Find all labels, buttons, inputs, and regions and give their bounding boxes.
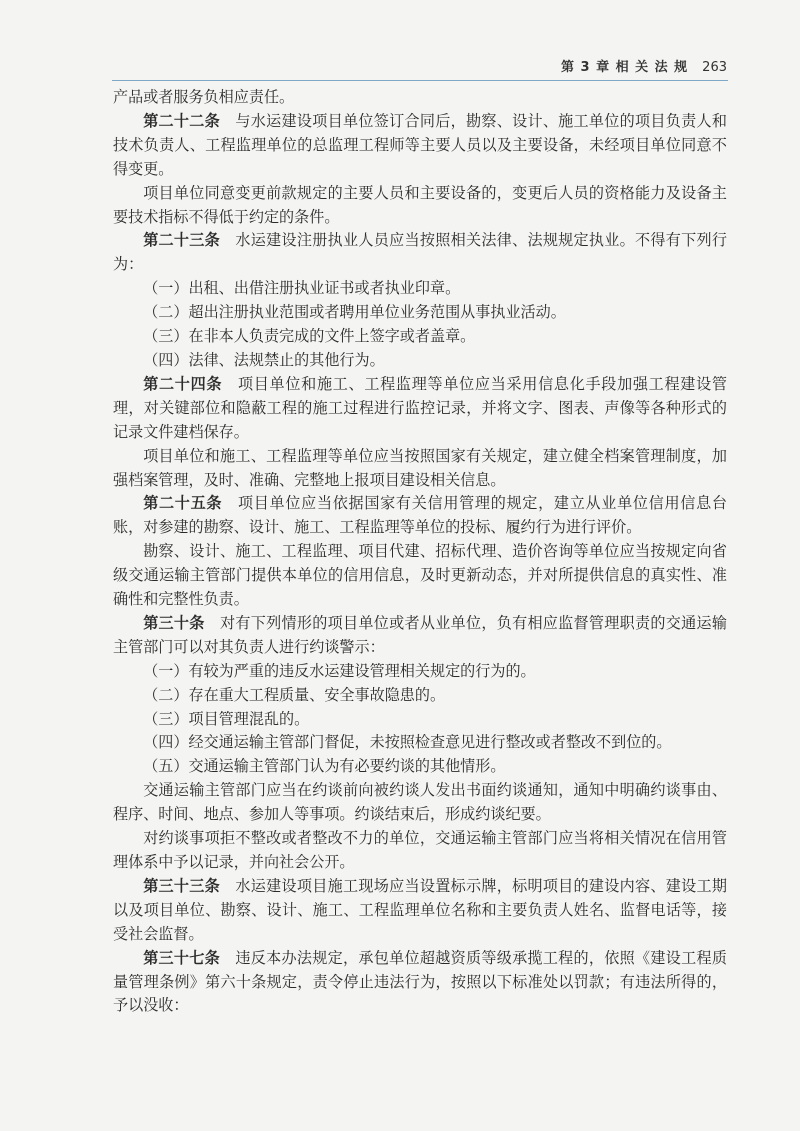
page-number: 263 xyxy=(702,60,727,75)
paragraph xyxy=(113,947,727,1019)
article-number: 第二十五条 xyxy=(143,494,223,513)
paragraph xyxy=(113,492,727,540)
paragraph-text: 对有下列情形的项目单位或者从业单位，负有相应监督管理职责的交通运输主管部门可以对其负责人进行约谈警示： xyxy=(113,613,727,656)
chapter-title: 第 3 章 相 关 法 规 xyxy=(560,60,689,75)
paragraph-text: （一）有较为严重的违反水运建设管理相关规定的行为的。 xyxy=(143,661,536,680)
paragraph xyxy=(113,229,727,277)
paragraph xyxy=(113,827,727,875)
paragraph-text: 违反本办法规定，承包单位超越资质等级承揽工程的，依照《建设工程质量管理条例》第六十条规定，责令停止违法行为，按照以下标准处以罚款；有违法所得的，予以没收： xyxy=(113,948,727,1015)
paragraph-text: 与水运建设项目单位签订合同后，勘察、设计、施工单位的项目负责人和技术负责人、工程监理单位的总监理工程师等主要人员以及主要设备，未经项目单位同意不得变更。 xyxy=(113,111,727,178)
paragraph-text: 项目单位同意变更前款规定的主要人员和主要设备的，变更后人员的资格能力及设备主要技术指标不得低于约定的条件。 xyxy=(113,183,727,226)
paragraph-text: 产品或者服务负相应责任。 xyxy=(113,88,295,106)
paragraph-text: （二）超出注册执业范围或者聘用单位业务范围从事执业活动。 xyxy=(143,303,566,322)
paragraph xyxy=(113,349,727,373)
paragraph xyxy=(113,182,727,230)
paragraph-text: 交通运输主管部门应当在约谈前向被约谈人发出书面约谈通知，通知中明确约谈事由、程序、时间、地点、参加人等事项。约谈结束后，形成约谈纪要。 xyxy=(113,781,727,824)
paragraph-text: （四）法律、法规禁止的其他行为。 xyxy=(143,350,385,369)
paragraph xyxy=(113,110,727,182)
article-number: 第三十条 xyxy=(143,613,205,632)
paragraph-text: （三）项目管理混乱的。 xyxy=(143,709,310,728)
paragraph xyxy=(113,684,727,708)
running-header xyxy=(561,56,727,75)
paragraph xyxy=(113,325,727,349)
paragraph-text: 水运建设注册执业人员应当按照相关法律、法规规定执业。不得有下列行为： xyxy=(113,231,727,274)
paragraph-text: （四）经交通运输主管部门督促，未按照检查意见进行整改或者整改不到位的。 xyxy=(143,733,672,752)
paragraph xyxy=(113,373,727,445)
paragraph xyxy=(113,277,727,301)
paragraph-text: 水运建设项目施工现场应当设置标示牌，标明项目的建设内容、建设工期以及项目单位、勘察、设计、施工、工程监理单位名称和主要负责人姓名、监督电话等，接受社会监督。 xyxy=(113,876,727,943)
paragraph-text: （五）交通运输主管部门认为有必要约谈的其他情形。 xyxy=(143,757,506,776)
paragraph xyxy=(113,445,727,493)
article-number: 第二十二条 xyxy=(143,111,221,130)
paragraph xyxy=(113,755,727,779)
paragraph xyxy=(113,875,727,947)
paragraph-text: （一）出租、出借注册执业证书或者执业印章。 xyxy=(143,279,461,298)
paragraph xyxy=(113,301,727,325)
paragraph-text: 项目单位和施工、工程监理等单位应当采用信息化手段加强工程建设管理，对关键部位和隐蔽工程的施工过程进行监控记录，并将文字、图表、声像等各种形式的记录文件建档保存。 xyxy=(113,374,727,441)
paragraph xyxy=(113,86,727,110)
body-text xyxy=(113,86,727,1018)
article-number: 第三十七条 xyxy=(143,948,221,967)
paragraph-text: （二）存在重大工程质量、安全事故隐患的。 xyxy=(143,685,446,704)
paragraph-text: 项目单位和施工、工程监理等单位应当按照国家有关规定，建立健全档案管理制度，加强档案管理，及时、准确、完整地上报项目建设相关信息。 xyxy=(113,446,727,489)
paragraph-text: （三）在非本人负责完成的文件上签字或者盖章。 xyxy=(143,327,476,346)
paragraph xyxy=(113,731,727,755)
paragraph-text: 对约谈事项拒不整改或者整改不力的单位，交通运输主管部门应当将相关情况在信用管理体系中予以记录，并向社会公开。 xyxy=(113,829,727,871)
paragraph xyxy=(113,660,727,684)
paragraph-text: 项目单位应当依据国家有关信用管理的规定，建立从业单位信用信息台账，对参建的勘察、设计、施工、工程监理等单位的投标、履约行为进行评价。 xyxy=(113,494,727,537)
paragraph xyxy=(113,540,727,612)
article-number: 第三十三条 xyxy=(143,876,221,895)
article-number: 第二十四条 xyxy=(143,374,223,393)
article-number: 第二十三条 xyxy=(143,231,221,250)
header-rule xyxy=(112,80,728,81)
paragraph xyxy=(113,708,727,732)
paragraph xyxy=(113,612,727,660)
paragraph xyxy=(113,779,727,827)
paragraph-text: 勘察、设计、施工、工程监理、项目代建、招标代理、造价咨询等单位应当按规定向省级交通运输主管部门提供本单位的信用信息，及时更新动态，并对所提供信息的真实性、准确性和完整性负责。 xyxy=(113,542,727,609)
